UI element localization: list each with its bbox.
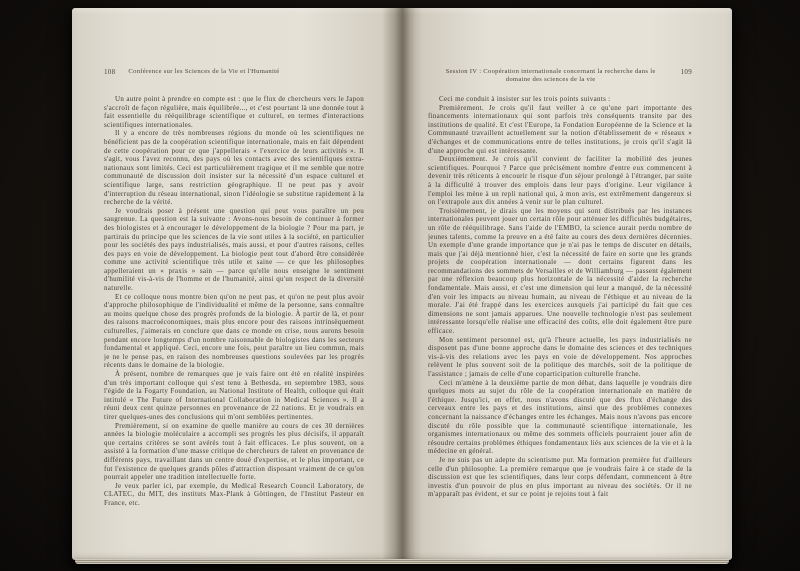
paragraph: Premièrement, si on examine de quelle manière au cours de ces 30 dernières années la biologie moléculaire a accompli ses progrès les plus décisifs, il apparaît que certains critères se sont avérés tout à fait efficaces. Le plus souvent, on a assisté à la formation d'une masse critique de chercheurs de talent en provenance de différents pays, travaillant dans un centre doué d'expertise, et le plus important, ce fut l'existence de quelques grands pôles d'attraction disposant vraiment de ce qu'on pourrait appeler une tradition intellectuelle forte. [104, 421, 364, 482]
left-running-header-title: Conférence sur les Sciences de la Vie et l'Humanité [128, 68, 280, 75]
left-running-header [104, 68, 364, 76]
right-page-body [428, 95, 692, 550]
right-running-header [428, 68, 692, 85]
paragraph: Premièrement. Je crois qu'il faut veiller à ce qu'une part importante des financements internationaux qui sont parfois très conséquents transite par des institutions de qualité. Et c'est l'Europe, la Fondation Européenne de la Science et la Communauté travaillent actuellement sur la notion d'établissement de « réseaux » d'échanges et de communications entre de telles institutions, je crois qu'il s'agit là d'une approche qui est intéressante. [428, 103, 692, 155]
right-page [402, 8, 732, 560]
paragraph: Je ne suis pas un adepte du scientisme pur. Ma formation première fut d'ailleurs celle d'un philosophe. La première remarque que je voudrais faire à ce stade de la discussion est que les scientifiques, dans leur corps défendant, commencent à être investis d'un pouvoir de plus en plus important au niveau des sociétés. Or il ne m'apparaît pas évident, et sur ce point je rejoins tout à fait [428, 455, 692, 499]
left-page [72, 8, 402, 560]
paragraph: Deuxièmement. Je crois qu'il convient de faciliter la mobilité des jeunes scientifiques. Pourquoi ? Parce que précisément nombre d'entre eux commencent à devenir très réticents à encourir le risque d'un séjour prolongé à l'étranger, par suite à la difficulté à trouver des emplois dans leur pays d'origine. Leur vigilance à l'emploi les mène à un repli national qui, à mon avis, est extrêmement dangereux si on l'extrapole aux dix années à venir sur le plan culturel. [428, 155, 692, 207]
book [72, 8, 732, 560]
paragraph: À présent, nombre de remarques que je vais faire ont été en réalité inspirées d'un très important colloque qui s'est tenu à Bethesda, en septembre 1983, sous l'égide de la Fogarty Foundation, au National Institute of Health, colloque qui était intitulé « The Future of International Collaboration in Medical Sciences ». Il a réuni deux cent quinze personnes en provenance de 22 nations. Et je voudrais en tirer quelques-unes des conclusions qui m'ont semblées pertinentes. [104, 370, 364, 421]
paragraph: Je voudrais poser à présent une question qui peut vous paraître un peu saugrenue. La question est la suivante : Avons-nous besoin de continuer à former des biologistes et à encourager le développement de la biologie ? Pour ma part, je partirais du principe que les sciences de la vie sont utiles à la société, en particulier pour les sociétés des pays industrialisés, mais aussi, et pour d'autres raisons, celles des pays en voie de développement. La biologie peut tout d'abord être considérée comme une activité scientifique très utile et saine — ce que les philosophes appelleraient un « praxis » sain — parce qu'elle nous enseigne le sentiment d'humilité vis-à-vis de l'homme et de l'humanité, ainsi qu'un respect de la diversité naturelle. [104, 206, 364, 293]
right-running-header-title: Session IV : Coopération internationale concernant la recherche dans le domaine des sciences de la vie [445, 68, 656, 84]
left-page-body [104, 95, 364, 550]
paragraph: Je veux parler ici, par exemple, du Medical Research Council Laboratory, de CLATEC, du MIT, des instituts Max-Plank à Göttingen, de l'Institut Pasteur en France, etc. [104, 481, 364, 507]
page-stack-edge [75, 559, 729, 564]
right-page-number: 109 [680, 68, 692, 76]
paragraph: Ceci me conduit à insister sur les trois points suivants : [439, 95, 611, 103]
paragraph: Ceci m'amène à la deuxième partie de mon débat, dans laquelle je voudrais dire quelques mots au sujet du rôle de la coopération internationale en matière de l'éthique. Jusqu'ici, en effet, nous n'avons discuté que des flux d'échange des cerveaux entre les pays et des institutions, ainsi que des problèmes connexes concernant la naissance d'échanges entre les échanges. Mais nous n'avons pas encore discuté du rôle possible que la communauté scientifique internationale, les organismes internationaux ou même des sommets officiels pourraient jouer afin de résoudre certains problèmes éthiques fondamentaux liés aux sciences de la vie et à la médecine en général. [428, 378, 692, 456]
paragraph: Un autre point à prendre en compte est : que le flux de chercheurs vers le Japon s'accroît de façon régulière, mais équilibrée..., et c'est pourtant là une donnée tout à fait essentielle du rééquilibrage scientifique et culturel, en termes d'interactions scientifiques internationales. [104, 95, 364, 129]
paragraph: Il y a encore de très nombreuses régions du monde où les scientifiques ne bénéficient pas de la coopération scientifique internationale, mais en fait dépendent de cette coopération pour ce que j'appellerais « l'exercice de leurs activités ». Il s'agit, vous l'avez reconnu, des pays où les contacts avec des scientifiques extra-nationaux sont limités. Ceci est particulièrement tragique et il me semble que notre communauté de discussion doit insister sur la nécessité d'un espace culturel et scientifique large, sans restriction géographique. Il ne peut pas y avoir d'interruption du réseau international, sinon l'idéologie se substitue rapidement à la recherche de la vérité. [104, 129, 364, 207]
paragraph: Et ce colloque nous montre bien qu'on ne peut pas, et qu'on ne peut plus avoir d'approche philosophique de l'individualité et même de la personne, sans connaître au moins quelque chose des progrès profonds de la biologie. À partir de là, et pour des raisons macroéconomiques, mais plus encore pour des raisons intrinsèquement culturelles, j'aimerais en conclure que dans ce monde en crise, nous aurons besoin pendant encore longtemps d'un nombre raisonnable de biologistes dans les secteurs fondamental et appliqué. Ceci, encore une fois, peut paraître un lieu commun, mais je ne le pense pas, en raison des nombreuses questions soulevées par les progrès récents dans le domaine de la biologie. [104, 292, 364, 370]
left-page-number: 108 [104, 68, 116, 76]
paragraph: Troisièmement, je dirais que les moyens qui sont distribués par les instances internationales peuvent jouer un certain rôle pour atténuer les difficultés budgétaires, un rôle de rééquilibrage. Sans l'aide de l'EMBO, la science aurait perdu nombre de jeunes talents, comme la preuve en a été faite au cours des deux dernières décennies. Un exemple d'une grande importance que je n'ai pas le temps de discuter en détails, mais que j'ai déjà mentionné hier, c'est la nécessité de faire en sorte que les grands projets de coopération internationale — dont certains figurent dans les recommandations des sommets de Versailles et de Williamburg — passent également par une réflexion beaucoup plus horizontale de la nécessité d'aider la recherche fondamentale. Mais aussi, et c'est une dimension qui leur a manqué, de la nécessité d'en voir les impacts au niveau humain, au niveau de l'éthique et au niveau de la morale. J'ai été frappé dans les exercices auxquels j'ai participé du fait que ces dimensions ne sont jamais apparues. Une nouvelle technologie n'est pas seulement intéressante lorsqu'elle réalise une efficacité des coûts, elle doit également être pure efficace. [428, 206, 692, 336]
paragraph: Mon sentiment personnel est, qu'à l'heure actuelle, les pays industrialisés ne disposent pas d'une bonne approche dans le domaine des sciences et des techniques vis-à-vis des relations avec les pays en voie de développement. Nos approches relèvent le plus souvent soit de la politique des marchés, soit de la politique de l'assistance ; jamais de celle d'une coparticipation culturelle franche. [428, 335, 692, 378]
